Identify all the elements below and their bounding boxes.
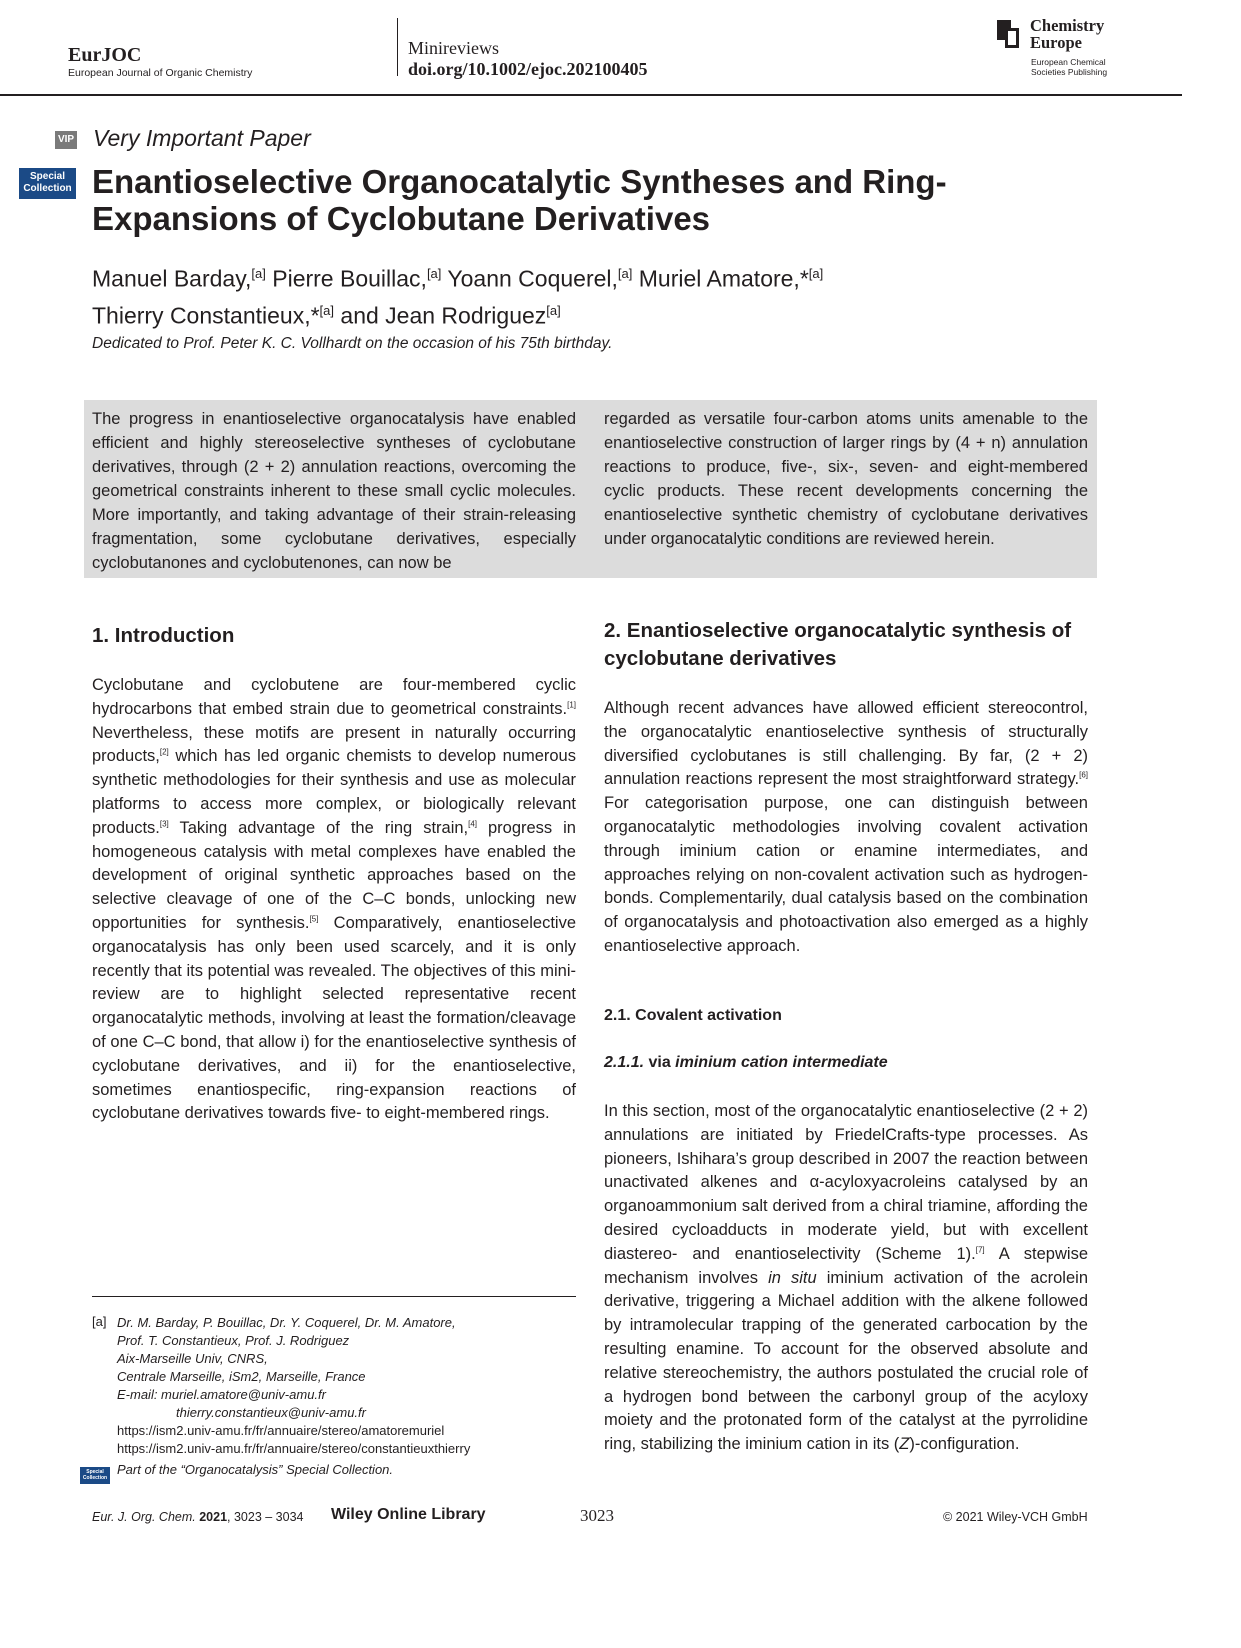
publisher-subtitle (1031, 57, 1107, 77)
text-run: progress in homogeneous catalysis with metal complexes have enabled the development of original synthetic approaches based on the selective cleavage of one of the C–C bonds, unlocking new opportunities for synthesis. (92, 818, 576, 932)
text-run-italic: Z (899, 1435, 910, 1454)
subsection-heading-2-1-1 (604, 1054, 888, 1072)
special-badge-line: Collection (23, 183, 72, 194)
text-run: )-configuration. (909, 1435, 1020, 1454)
affiliation-marker: [a] (617, 266, 633, 281)
special-badge-line: Collection (82, 1475, 108, 1481)
section2-paragraph (604, 697, 1088, 959)
abstract-left: The progress in enantioselective organocatalysis have enabled efficient and highly stereoselective syntheses of cyclobutane derivatives, through (2 + 2) annulation reactions, overcoming the geometrical constraints inherent to these small cyclic molecules. More importantly, and taking advantage of their strain-releasing fragmentation, some cyclobutane derivatives, especially cyclobutanones and cyclobutenones, can now be (92, 410, 576, 572)
wiley-online-library-link[interactable]: Wiley Online Library (331, 1506, 486, 1523)
title-line: Expansions of Cyclobutane Derivatives (92, 200, 711, 237)
journal-abbreviation: EurJOC (68, 44, 142, 66)
publisher-subtitle-line: Societies Publishing (1031, 67, 1108, 77)
affiliation-marker: [a] (546, 302, 561, 318)
subsection-heading-2-1: 2.1. Covalent activation (604, 1007, 782, 1024)
author: Manuel Barday, (92, 265, 252, 292)
affiliation-marker: [a] (808, 266, 824, 281)
footnote-line: Prof. T. Constantieux, Prof. J. Rodriguez (117, 1333, 350, 1348)
header-rule (0, 94, 1182, 96)
vip-badge: VIP (55, 131, 77, 149)
doi-link[interactable]: doi.org/10.1002/ejoc.202100405 (408, 59, 648, 79)
special-collection-icon (80, 1467, 110, 1484)
cite-journal: Eur. J. Org. Chem. (92, 1510, 196, 1524)
text-run: Although recent advances have allowed efficient stereocontrol, the organocatalytic enantioselective synthesis of structurally diversified cyclobutanes is still challenging. By far, (2 + 2) annulation reactions represent the most straightforward strategy. (604, 699, 1088, 789)
heading-number: 2.1.1. (604, 1054, 645, 1071)
special-badge-line: Special (86, 1469, 104, 1475)
header-divider (397, 18, 398, 76)
text-run: A stepwise mechanism involves (604, 1244, 1088, 1287)
title-line: Enantioselective Organocatalytic Syntheses and Ring- (92, 163, 947, 200)
journal-full-name: European Journal of Organic Chemistry (68, 67, 253, 79)
citation-ref[interactable]: [7] (975, 1245, 985, 1255)
text-run: iminium activation of the acrolein derivative, triggering a Michael addition with the alkene followed by intramolecular trapping of the generated carbocation by the resulting enamine. To account for the observed absolute and relative stereochemistry, the authors postulated the crucial role of a hydrogen bond between the carbonyl group of the acyloxy moiety and the protonated form of the catalyst at the pyrrolidine ring, stabilizing the iminium cation in its ( (604, 1268, 1088, 1454)
author: Thierry Constantieux,* (92, 302, 320, 329)
text-run: For categorisation purpose, one can distinguish between organocatalytic methodologies involving covalent activation through iminium cation or enamine intermediates, and approaches relying on non-covalent activation such as hydrogen-bonds. Complementarily, dual catalysis based on the combination of organocatalysis and photoactivation also emerged as a highly enantioselective approach. (604, 794, 1088, 955)
author: Pierre Bouillac, (265, 265, 427, 292)
author-list (92, 258, 1092, 331)
citation-ref[interactable]: [2] (159, 747, 169, 757)
section-heading-2 (604, 617, 1088, 673)
special-collection-badge (19, 168, 76, 199)
special-collection-note: Part of the “Organocatalysis” Special Collection. (117, 1462, 394, 1477)
footnote-line: Centrale Marseille, iSm2, Marseille, France (117, 1369, 366, 1384)
affiliation-marker: [a] (251, 266, 266, 281)
footnote-email[interactable]: thierry.constantieux@univ-amu.fr (176, 1405, 366, 1420)
author: and Jean Rodriguez (334, 302, 547, 329)
vip-label: Very Important Paper (93, 125, 311, 151)
text-run: Taking advantage of the ring strain, (168, 818, 469, 837)
chemistry-europe-logo-icon (997, 20, 1023, 50)
special-badge-line: Special (29, 171, 66, 182)
heading-line: cyclobutane derivatives (604, 647, 837, 670)
heading-text: iminium cation intermediate (675, 1054, 888, 1071)
footnote-line: Aix-Marseille Univ, CNRS, (117, 1351, 268, 1366)
text-run-italic: in situ (768, 1268, 817, 1287)
text-run: which has led organic chemists to develop numerous synthetic methodologies for their synthesis and use as molecular platforms to access more complex, or biologically relevant products. (92, 747, 576, 837)
footnote-line: Dr. M. Barday, P. Bouillac, Dr. Y. Coquerel, Dr. M. Amatore, (117, 1315, 456, 1330)
text-run: Cyclobutane and cyclobutene are four-membered cyclic hydrocarbons that embed strain due to geometrical constraints. (92, 676, 576, 718)
publisher-title (1030, 17, 1104, 51)
citation-ref[interactable]: [4] (468, 819, 478, 829)
section2-1-1-paragraph (604, 1100, 1088, 1457)
heading-line: 2. Enantioselective organocatalytic synthesis of (604, 619, 1072, 642)
footer-citation (92, 1510, 304, 1524)
introduction-paragraph (92, 674, 576, 1126)
publisher-subtitle-line: European Chemical (1031, 57, 1106, 67)
section-heading-introduction: 1. Introduction (92, 624, 235, 647)
footnote-affiliation (117, 1314, 577, 1458)
author-line (92, 295, 1092, 332)
citation-ref[interactable]: [5] (309, 914, 319, 924)
page-number: 3023 (580, 1506, 614, 1525)
footnote-marker: [a] (92, 1314, 107, 1329)
text-run: Nevertheless, these motifs are present in naturally occurring products, (92, 723, 576, 766)
cite-pages: , 3023 – 3034 (227, 1510, 304, 1524)
section-type: Minireviews (408, 38, 499, 58)
cite-year: 2021 (199, 1510, 228, 1524)
dedication: Dedicated to Prof. Peter K. C. Vollhardt on the occasion of his 75th birthday. (92, 335, 613, 352)
abstract-right: regarded as versatile four-carbon atoms units amenable to the enantioselective construction of larger rings by (4 + n) annulation reactions to produce, five-, six-, seven- and eight-membered cyclic products. These recent developments concerning the enantioselective synthetic chemistry of cyclobutane derivatives under organocatalytic conditions are reviewed herein. (604, 410, 1088, 548)
footnote-url[interactable]: https://ism2.univ-amu.fr/fr/annuaire/stereo/amatoremuriel (117, 1423, 445, 1438)
author: Yoann Coquerel, (441, 265, 618, 292)
citation-ref[interactable]: [3] (159, 819, 169, 829)
affiliation-marker: [a] (426, 266, 442, 281)
publisher-title-line: Chemistry (1030, 16, 1105, 35)
copyright: © 2021 Wiley-VCH GmbH (943, 1510, 1088, 1524)
author: Muriel Amatore,* (632, 265, 809, 292)
text-run: Comparatively, enantioselective organocatalysis has only been used scarcely, and it is only recently that its potential was revealed. The objectives of this mini-review are to highlight selected representative recent organocatalytic methods, involving at least the formation/cleavage of one C–C bond, that allow i) for the enantioselective synthesis of cyclobutane derivatives, and ii) for the enantioselective, sometimes enantiospecific, ring-expansion reactions of cyclobutane derivatives towards five- to eight-membered rings. (92, 913, 576, 1123)
article-title (92, 163, 1092, 237)
text-run: In this section, most of the organocatalytic enantioselective (2 + 2) annulations are initiated by FriedelCrafts-type processes. As pioneers, Ishihara’s group described in 2007 the reaction between unactivated alkenes and α-acyloxyacroleins catalysed by an organoammonium salt derived from a chiral triamine, affording the desired cycloadducts in moderate yield, but with excellent diastereo- and enantioselectivity (Scheme 1). (604, 1102, 1088, 1263)
citation-ref[interactable]: [6] (1079, 770, 1088, 780)
heading-via: via (644, 1054, 676, 1071)
publisher-title-line: Europe (1030, 33, 1082, 52)
citation-ref[interactable]: [1] (567, 700, 576, 710)
author-line (92, 258, 1092, 295)
footnote-rule (92, 1296, 576, 1297)
footnote-email[interactable]: E-mail: muriel.amatore@univ-amu.fr (117, 1387, 326, 1402)
footnote-url[interactable]: https://ism2.univ-amu.fr/fr/annuaire/stereo/constantieuxthierry (117, 1441, 471, 1456)
affiliation-marker: [a] (319, 302, 335, 318)
